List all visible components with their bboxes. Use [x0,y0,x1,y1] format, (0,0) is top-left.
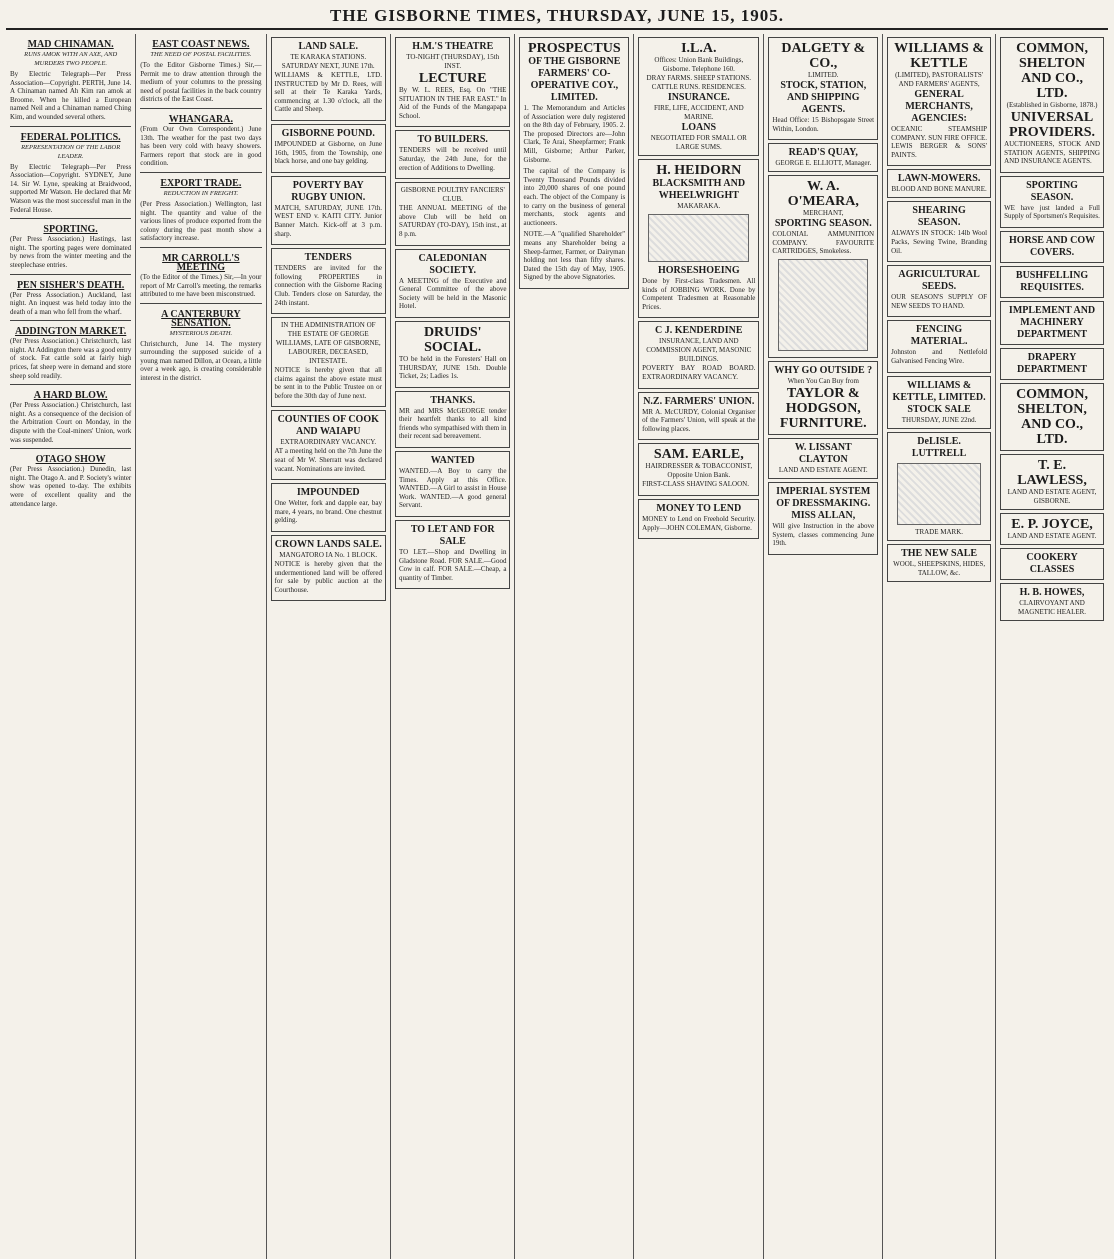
advertisement [1000,548,1104,580]
article-headline: A HARD BLOW. [33,390,108,402]
ad-subtitle: MANGATORO IA No. 1 BLOCK. [279,551,378,560]
advertisement [395,451,510,517]
advertisement [1000,37,1104,173]
advertisement [768,143,878,172]
ad-subtitle: When You Can Buy from [787,376,859,385]
ad-headline: AGENCIES: [911,113,967,124]
ad-body: OCEANIC STEAMSHIP COMPANY. SUN FIRE OFFICE. LEWIS BERGER & SONS' PAINTS. [891,125,988,159]
ad-body: NOTICE is hereby given that the undermentioned land will be offered for sale by public auction at the Courthouse. [274,560,382,594]
article-body: (Per Press Association.) Dunedin, last night. The Otago A. and P. Society's winter show was opened to-day. The exhibits were of excellent quality and the attendance large. [10,465,132,508]
article-headline: EXPORT TRADE. [160,177,242,189]
advertisement [638,443,759,496]
ad-title: SAM. EARLE, [653,447,744,463]
ad-subtitle: GEORGE E. ELLIOTT, Manager. [775,159,872,168]
ad-subtitle: TO-NIGHT (THURSDAY), 15th INST. [406,53,500,70]
ad-title: H. B. HOWES, [1019,586,1085,598]
ad-body: MATCH, SATURDAY, JUNE 17th. WEST END v. KAITI CITY. Junior Banner Match. Kick-off at 3 p.m. sharp. [274,203,382,238]
ad-title: H.M.'S THEATRE [412,41,494,52]
advertisement [395,130,510,179]
article-body: (Per Press Association.) Auckland, last night. An inquest was held today into the death of a man who fell from the wharf. [10,290,132,316]
article-subhead: THE NEED OF POSTAL FACILITIES. [150,51,252,58]
article-body: Christchurch, June 14. The mystery surrounding the supposed suicide of a young man named Dillon, at Ocean, a little over a week ago, is creating considerable interest in the district. [140,339,262,383]
divider [10,126,131,127]
storefront-illustration [778,259,868,351]
advertisement [395,520,510,589]
ad-title: BUSHFELLING REQUISITES. [1015,269,1089,293]
ad-headline: TAYLOR & HODGSON, [785,385,861,416]
ad-body: WOOL, SHEEPSKINS, HIDES, TALLOW, &c. [893,559,986,577]
advertisement [768,482,878,555]
advertisement [638,159,759,318]
advertisement [271,535,386,601]
ad-title: AGRICULTURAL SEEDS. [898,269,980,293]
ad-title: COUNTIES OF COOK AND WAIAPU [277,414,379,438]
columns [6,34,1108,1259]
article-body: (Per Press Association.) Christchurch, last night. At Addington there was a good entry of stock. Fat cattle sold at fairly high prices, fat sheep were in demand and store sheep sold readily. [10,337,132,380]
advertisement [768,361,878,435]
advertisement [768,438,878,479]
advertisement [638,37,759,156]
advertisement [395,37,510,127]
ad-body: NOTE.—A "qualified Shareholder" means any Shareholder being a Sheep-farmer, Farmer, or Dairyman holding not less than fifty shares. Dated the 15th day of May, 1905. Signed by the above Signatories. [523,230,626,282]
ad-body: ALWAYS IN STOCK: 14lb Wool Packs, Sewing Twine, Branding Oil. [891,229,988,255]
divider [140,303,261,304]
ad-title: SHEARING SEASON. [912,205,966,229]
ad-title: IMPOUNDED [296,487,360,499]
ad-headline: HORSESHOEING [657,265,740,276]
ad-subtitle: OF THE GISBORNE FARMERS' CO-OPERATIVE COY., LIMITED. [528,56,621,103]
column-7 [764,34,883,1259]
ad-body: FIRE, LIFE, ACCIDENT, AND MARINE. [653,104,744,121]
ad-headline: FURNITURE. [779,415,867,431]
article-headline: MAD CHINAMAN. [27,39,114,50]
advertisement [271,483,386,532]
article-body: (Per Press Association.) Wellington, last night. The quantity and value of the various lines of produce exported from the colony during the past month show a satisfactory increase. [140,199,262,243]
advertisement [887,169,991,198]
ad-body: MR A. McCURDY, Colonial Organiser of the Farmers' Union, will speak at the following places. [642,407,756,433]
ad-body: COLONIAL AMMUNITION COMPANY. FAVOURITE CARTRIDGES, Smokeless. [772,230,875,256]
ad-title: IN THE ADMINISTRATION OF THE ESTATE OF GEORGE WILLIAMS, LATE OF GISBORNE, LABOURER, DECEASED, INTESTATE. [275,321,381,366]
ad-title: LAWN-MOWERS. [897,173,981,185]
ad-body: FIRST-CLASS SHAVING SALOON. [642,480,749,489]
article-subhead: REDUCTION IN FREIGHT. [163,189,239,197]
advertisement [887,320,991,372]
divider [10,218,131,219]
article-body: (To the Editor of the Times.) Sir,—In your report of Mr Carroll's meeting, the remarks attributed to me have been misconstrued. [140,272,262,299]
ad-body: TENDERS are invited for the following PROPERTIES in connection with the Gisborne Racing Club. Tenders close on Saturday, the 24th instant. [274,264,382,307]
ad-body: MONEY to Lend on Freehold Security. Apply—JOHN COLEMAN, Gisborne. [642,514,756,532]
advertisement [887,544,991,582]
advertisement [887,37,991,166]
article-body: (Per Press Association.) Hastings, last night. The sporting pages were dominated by news from the winter meeting and the steeplechase entries. [10,235,132,269]
ad-body: AUCTIONEERS, STOCK AND STATION AGENTS, SHIPPING AND INSURANCE AGENTS. [1004,140,1100,166]
advertisement [887,201,991,262]
article-headline: SPORTING. [43,224,98,236]
ad-body: WE have just landed a Full Supply of Sportsmen's Requisites. [1004,203,1100,221]
column-6 [634,34,764,1259]
advertisement [1000,383,1104,451]
ad-body: THE ANNUAL MEETING of the above Club will be held on SATURDAY (TO-DAY), 15th inst., at 8 p.m. [398,204,507,238]
ad-body: WANTED.—A Boy to carry the Times. Apply at this Office. WANTED.—A Girl to assist in House Work. WANTED.—A good general Servant. [398,467,507,510]
ad-body: Done by First-class Tradesmen. All kinds of JOBBING WORK. Done by Competent Tradesmen at Reasonable Prices. [642,277,756,311]
advertisement [1000,513,1104,545]
column-3 [267,34,391,1259]
ad-subtitle: MERCHANT, [803,209,844,218]
ad-title: DeLISLE. LUTTRELL [911,435,967,459]
advertisement [768,175,878,358]
column-9 [996,34,1108,1259]
ad-subtitle: BLACKSMITH AND WHEELWRIGHT [652,178,746,201]
ad-body: MAKARAKA. [677,202,721,210]
ad-title: COMMON, SHELTON, AND CO., LTD. [1016,386,1088,447]
article-body: (To the Editor Gisborne Times.) Sir,—Permit me to draw attention through the medium of your columns to the pressing need of postal facilities in the back country districts of the East Coast. [140,61,262,104]
ad-title: POVERTY BAY RUGBY UNION. [291,179,366,203]
advertisement [768,37,878,140]
ad-subtitle: STOCK SALE [907,403,971,415]
ad-title: IMPLEMENT AND MACHINERY DEPARTMENT [1008,304,1096,340]
advertisement [395,321,510,388]
advertisement [1000,231,1104,263]
article-headline: ADDINGTON MARKET. [14,326,127,338]
ad-body: TO LET.—Shop and Dwelling in Gladstone Road. FOR SALE.—Good Cow in calf. FOR SALE.—Cheap, a quantity of Timber. [398,548,507,582]
article-headline: PEN SISHER'S DEATH. [16,279,125,291]
article-headline: OTAGO SHOW [35,454,106,466]
ad-title: WILLIAMS & KETTLE [894,41,985,71]
ad-body: DRAY FARMS. SHEEP STATIONS. CATTLE RUNS. RESIDENCES. [646,74,752,91]
article-headline: A CANTERBURY SENSATION. [161,308,241,329]
divider [10,384,131,385]
ad-title: WANTED [430,455,475,467]
advertisement [271,124,386,173]
ad-subtitle: MISS ALLAN, [791,509,856,521]
ad-title: H. HEIDORN [656,163,742,178]
ad-title: SPORTING SEASON. [1026,179,1078,203]
ad-headline: LECTURE [418,71,487,86]
ad-headline: STOCK, STATION, AND SHIPPING AGENTS. [780,80,867,115]
article-headline: WHANGARA. [168,113,233,125]
ad-title: GISBORNE POULTRY FANCIERS' CLUB. [400,186,505,204]
ad-title: PROSPECTUS [528,41,621,56]
masthead [6,4,1108,30]
column-4 [391,34,515,1259]
ad-subtitle: HAIRDRESSER & TOBACCONIST, Opposite Union Bank. [645,462,753,480]
ad-body: POVERTY BAY ROAD BOARD. EXTRAORDINARY VACANCY. [642,364,756,381]
advertisement [887,265,991,317]
ad-body: Johnston and Nettlefold Galvanised Fencing Wire. [891,348,988,365]
newspaper-title: THE GISBORNE TIMES, THURSDAY, JUNE 15, 1905. [329,6,784,25]
article-body: (Per Press Association.) Christchurch, last night. As a consequence of the decision of the Arbitration Court on Monday, in the dispute with the Coal-miners' Union, work was suspended. [10,401,132,444]
advertisement [395,391,510,448]
advertisement [1000,266,1104,298]
ad-subtitle: INSURANCE, LAND AND COMMISSION AGENT, MASONIC BUILDINGS. [646,337,752,364]
ad-title: TENDERS [304,252,352,264]
advertisement [395,249,510,318]
ad-title: DRAPERY DEPARTMENT [1017,351,1088,375]
column-2 [136,34,266,1259]
ad-title: LAND SALE. [298,41,358,52]
ad-title: CROWN LANDS SALE. [274,539,382,551]
ad-title: COOKERY CLASSES [1026,551,1078,575]
ad-title: E. P. JOYCE, [1011,516,1093,532]
advertisement [1000,454,1104,510]
advertisement [887,376,991,429]
divider [10,448,131,449]
ad-title: IMPERIAL SYSTEM OF DRESSMAKING. [776,485,871,509]
ad-title: WILLIAMS & KETTLE, LIMITED. [892,379,986,403]
horseshoe-illustration [648,214,749,262]
ad-body: NEGOTIATED FOR SMALL OR LARGE SUMS. [650,134,747,151]
advertisement [271,248,386,314]
ad-title: FENCING MATERIAL. [910,324,968,348]
article-subhead: RUNS AMOK WITH AN AXE, AND MURDERS TWO PEOPLE. [24,51,118,67]
advertisement [638,499,759,539]
ad-title: DALGETY & CO., [781,41,866,71]
ad-title: GISBORNE POUND. [281,127,375,139]
ad-body: One Welter, fork and dapple ear, bay mare, 4 years, no brand. One chestnut gelding. [274,499,382,525]
advertisement [519,37,629,289]
ad-body: MR and MRS McGEORGE tender their heartfelt thanks to all kind friends who sympathised with them in their recent sad bereavement. [398,406,507,441]
ad-subtitle: LAND AND ESTATE AGENT. [778,465,868,474]
article-body: By Electric Telegraph—Per Press Association—Copyright. PERTH, June 14. A Chinaman named Ah Kim ran amok at Broome. When he killed a European named Neil and a Chinaman named Ching Kim, and wounded several others. [10,70,132,121]
ad-headline: LOANS [681,122,717,133]
ad-headline: UNIVERSAL PROVIDERS. [1009,110,1096,140]
advertisement [271,410,386,480]
advertisement [395,182,510,245]
ad-body: By W. L. REES, Esq. On "THE SITUATION IN THE FAR EAST." In Aid of the Funds of the Mangapapa School. [398,86,507,120]
ad-body: IMPOUNDED at Gisborne, on June 16th, 1905, from the Township, one black horse, and one bay gelding. [274,139,382,166]
divider [140,108,261,109]
ad-body: Will give Instruction in the above System, classes commencing June 19th. [772,521,875,548]
ad-body: TO be held in the Foresters' Hall on THURSDAY, JUNE 15th. Double Ticket, 2s; Ladies 1s. [398,354,507,381]
article-body: (From Our Own Correspondent.) June 13th. The weather for the past two days has been very cold with heavy showers. Farmers report that stock are in good condition. [140,124,262,168]
column-1 [6,34,136,1259]
advertisement [271,176,386,245]
ad-title: THANKS. [430,394,476,406]
advertisement [1000,301,1104,345]
ad-headline: INSURANCE. [667,92,730,103]
ad-body: 1. The Memorandum and Articles of Association were duly registered on the 8th day of February, 1905. 2. The proposed Directors are—John Clark, Te Arai, Sheepfarmer; Frank Mill, Gisborne; Arthur Parker, Gisborne. [523,104,626,164]
article-body: By Electric Telegraph—Per Press Association—Copyright. SYDNEY, June 14. Sir W. Lyne, speaking at Braidwood, supported Mr Watson. He declared that Mr Watson was the most successful man in the Federal House. [10,162,132,214]
ad-title: CALEDONIAN SOCIETY. [418,252,487,276]
ad-subtitle: (Established in Gisborne, 1878.) [1006,101,1098,109]
ad-subtitle: LIMITED. [808,71,839,79]
ad-subtitle: CLAIRVOYANT AND MAGNETIC HEALER. [1018,598,1087,616]
advertisement [638,321,759,388]
ad-subtitle: EXTRAORDINARY VACANCY. [280,438,377,447]
ad-subtitle: LAND AND ESTATE AGENT, GISBORNE. [1007,487,1097,505]
ad-headline: SPORTING SEASON. [774,218,872,230]
ad-title: C J. KENDERDINE [655,325,743,337]
article-subhead: MYSTERIOUS DEATH. [169,329,233,337]
advertisement [271,37,386,121]
ad-subtitle: TRADE MARK. [915,527,964,536]
ad-body: THURSDAY, JUNE 22nd. [901,415,977,424]
ad-title: WHY GO OUTSIDE ? [774,364,873,376]
ad-body: A MEETING of the Executive and General Committee of the above Society will be held in the Masonic Hotel. [398,276,507,311]
advertisement [1000,348,1104,380]
advertisement [1000,176,1104,228]
ad-title: DRUIDS' SOCIAL. [423,324,482,355]
ad-title: MONEY TO LEND [656,502,742,514]
ad-body: The capital of the Company is Twenty Thousand Pounds divided into 20,000 shares of one pound each. The object of the Company is to carry on the business of general merchants, stock agents and auctioneers. [523,167,626,227]
ad-title: N.Z. FARMERS' UNION. [643,395,755,407]
ad-body: BLOOD AND BONE MANURE. [891,185,987,194]
article-headline: FEDERAL POLITICS. [20,131,121,143]
ad-title: I.L.A. [681,41,717,56]
ad-title: COMMON, SHELTON AND CO., LTD. [1016,41,1088,101]
advertisement [887,432,991,541]
ad-subtitle: (LIMITED), PASTORALISTS' AND FARMERS' AGENTS, [895,71,984,88]
ad-body: Head Office: 15 Bishopsgate Street Within, London. [772,116,875,133]
divider [10,274,131,275]
ad-title: READ'S QUAY, [788,147,858,159]
ad-subtitle: LAND AND ESTATE AGENT. [1007,531,1097,540]
ad-title: T. E. LAWLESS, [1017,457,1087,488]
trade-mark-illustration [897,463,981,525]
ad-subtitle: Offices: Union Bank Buildings, Gisborne. Telephone 160. [654,56,744,73]
ad-title: TO BUILDERS. [417,134,488,146]
ad-title: W. A. O'MEARA, [787,179,859,210]
article-headline: MR CARROLL'S MEETING [162,252,240,273]
advertisement [1000,583,1104,621]
ad-title: THE NEW SALE [901,547,978,559]
ad-subtitle: TE KARAKA STATIONS. SATURDAY NEXT, JUNE 17th. [281,53,375,70]
column-5 [515,34,634,1259]
ad-headline: GENERAL MERCHANTS, [905,89,973,112]
divider [140,247,261,248]
ad-title: HORSE AND COW COVERS. [1008,234,1096,258]
divider [10,320,131,321]
article-subhead: REPRESENTATION OF THE LABOR LEADER. [21,143,121,160]
ad-body: WILLIAMS & KETTLE, LTD. INSTRUCTED by Mr D. Rees, will sell at their Te Karaka Yards, commencing at 1.30 o'clock, all the Cattle and Sheep. [274,71,382,114]
divider [140,172,261,173]
ad-title: TO LET AND FOR SALE [410,524,495,548]
ad-body: NOTICE is hereby given that all claims against the above estate must be sent in to the Public Trustee on or before the 30th day of June next. [274,366,382,400]
column-8 [883,34,996,1259]
advertisement [638,392,759,441]
advertisement [271,317,386,407]
article-headline: EAST COAST NEWS. [152,39,250,50]
ad-body: AT a meeting held on the 7th June the seat of Mr W. Sherratt was declared vacant. Nominations are invited. [274,447,382,473]
ad-title: W. LISSANT CLAYTON [794,441,852,465]
ad-body: OUR SEASON'S SUPPLY OF NEW SEEDS TO HAND. [891,293,988,310]
ad-body: TENDERS will be received until Saturday, the 24th June, for the erection of Additions to Dwelling. [398,146,507,172]
